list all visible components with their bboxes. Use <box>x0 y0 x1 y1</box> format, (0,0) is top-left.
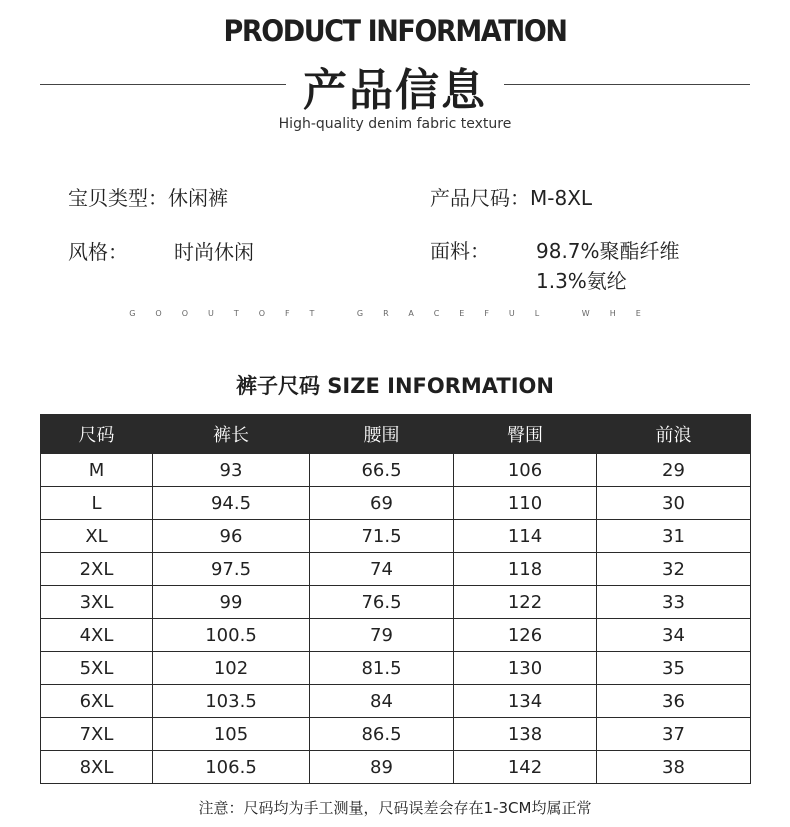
table-cell: 69 <box>310 487 454 520</box>
table-cell: 102 <box>153 652 310 685</box>
header-title-en: PRODUCT INFORMATION <box>223 14 567 48</box>
table-cell: 93 <box>153 454 310 487</box>
info-size-value: M-8XL <box>530 186 593 210</box>
table-cell: 99 <box>153 586 310 619</box>
table-cell: 106 <box>454 454 597 487</box>
header-rule-left <box>40 84 286 85</box>
table-cell: 34 <box>597 619 751 652</box>
info-size <box>430 182 592 211</box>
table-cell: 8XL <box>41 751 153 784</box>
table-cell: 32 <box>597 553 751 586</box>
info-style-label: 风格： <box>68 240 128 264</box>
col-header-size: 尺码 <box>41 415 153 454</box>
table-cell: 5XL <box>41 652 153 685</box>
info-style-value: 时尚休闲 <box>174 240 254 264</box>
info-type <box>68 182 228 211</box>
table-cell: 30 <box>597 487 751 520</box>
table-cell: 31 <box>597 520 751 553</box>
col-header-length: 裤长 <box>153 415 310 454</box>
table-cell: 33 <box>597 586 751 619</box>
table-cell: 76.5 <box>310 586 454 619</box>
table-cell: 134 <box>454 685 597 718</box>
table-cell: 3XL <box>41 586 153 619</box>
table-row <box>41 520 751 553</box>
table-cell: 103.5 <box>153 685 310 718</box>
table-row <box>41 685 751 718</box>
table-cell: 2XL <box>41 553 153 586</box>
info-fabric-value-1: 98.7%聚酯纤维 <box>536 239 680 263</box>
table-cell: XL <box>41 520 153 553</box>
info-type-value: 休闲裤 <box>168 186 228 210</box>
info-style <box>68 236 254 265</box>
table-cell: 79 <box>310 619 454 652</box>
table-cell: 38 <box>597 751 751 784</box>
table-cell: 37 <box>597 718 751 751</box>
table-cell: 84 <box>310 685 454 718</box>
table-cell: 81.5 <box>310 652 454 685</box>
table-cell: 94.5 <box>153 487 310 520</box>
table-cell: 122 <box>454 586 597 619</box>
table-row <box>41 553 751 586</box>
table-cell: 7XL <box>41 718 153 751</box>
table-cell: 114 <box>454 520 597 553</box>
table-cell: 97.5 <box>153 553 310 586</box>
info-fabric-value-2: 1.3%氨纶 <box>536 269 627 293</box>
table-cell: 96 <box>153 520 310 553</box>
table-cell: 100.5 <box>153 619 310 652</box>
table-cell: M <box>41 454 153 487</box>
table-row <box>41 619 751 652</box>
table-cell: 110 <box>454 487 597 520</box>
info-type-label: 宝贝类型： <box>68 186 168 210</box>
info-size-label: 产品尺码： <box>430 186 530 210</box>
table-cell: 138 <box>454 718 597 751</box>
table-cell: 35 <box>597 652 751 685</box>
table-row <box>41 487 751 520</box>
table-cell: 118 <box>454 553 597 586</box>
size-table <box>40 414 751 784</box>
size-section-title: 裤子尺码 SIZE INFORMATION <box>236 374 554 398</box>
table-cell: 126 <box>454 619 597 652</box>
col-header-waist: 腰围 <box>310 415 454 454</box>
info-fabric <box>430 236 680 296</box>
table-cell: 74 <box>310 553 454 586</box>
col-header-hip: 臀围 <box>454 415 597 454</box>
header-title-cn: 产品信息 <box>303 65 487 116</box>
table-cell: 89 <box>310 751 454 784</box>
size-table-header <box>41 415 751 454</box>
table-row <box>41 454 751 487</box>
table-cell: 106.5 <box>153 751 310 784</box>
table-cell: 29 <box>597 454 751 487</box>
table-cell: 66.5 <box>310 454 454 487</box>
table-cell: 105 <box>153 718 310 751</box>
table-row <box>41 652 751 685</box>
table-cell: 71.5 <box>310 520 454 553</box>
col-header-rise: 前浪 <box>597 415 751 454</box>
table-cell: 6XL <box>41 685 153 718</box>
table-row <box>41 718 751 751</box>
table-cell: L <box>41 487 153 520</box>
decor-spaced-text: GOOUTOFT GRACEFUL WHE <box>129 309 661 318</box>
table-cell: 36 <box>597 685 751 718</box>
table-cell: 142 <box>454 751 597 784</box>
header-subtitle: High-quality denim fabric texture <box>278 116 512 132</box>
table-cell: 86.5 <box>310 718 454 751</box>
info-fabric-label: 面料： <box>430 239 490 263</box>
header-rule-right <box>504 84 750 85</box>
table-row <box>41 751 751 784</box>
measurement-note: 注意：尺码均为手工测量，尺码误差会存在1-3CM均属正常 <box>198 799 592 817</box>
table-cell: 4XL <box>41 619 153 652</box>
table-row <box>41 586 751 619</box>
table-cell: 130 <box>454 652 597 685</box>
